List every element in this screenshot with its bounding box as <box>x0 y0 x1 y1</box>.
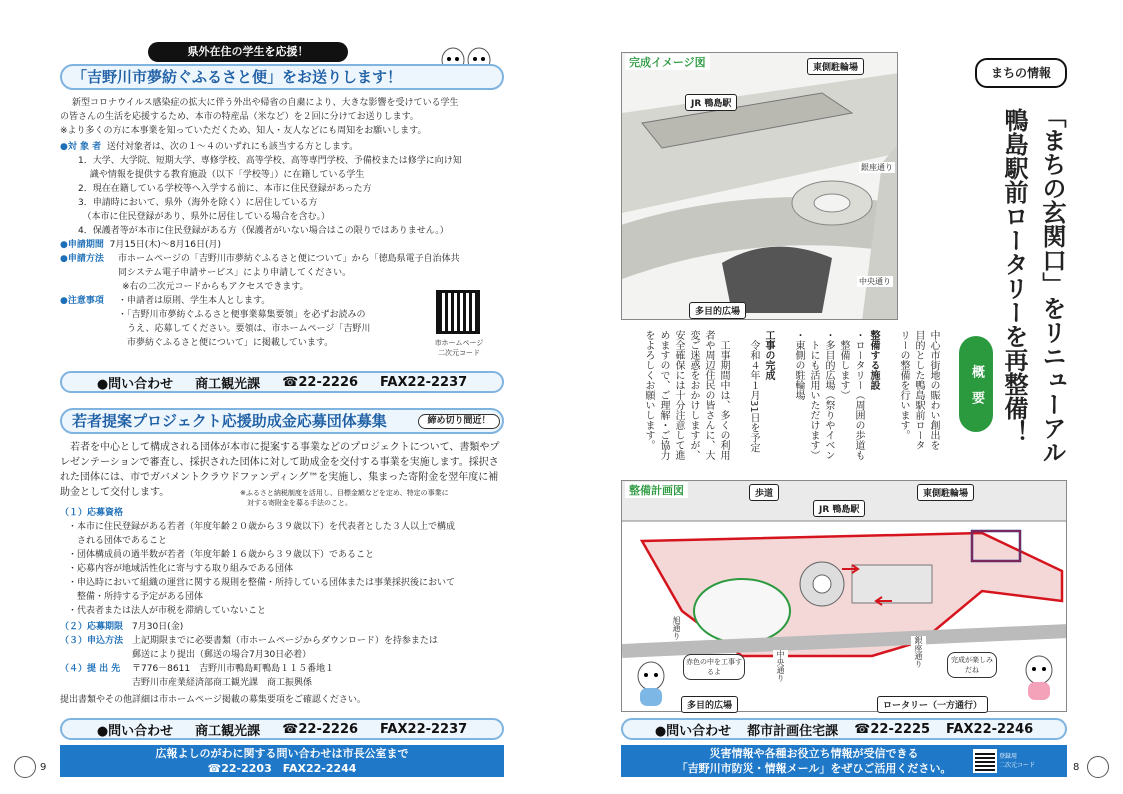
contact-tel[interactable]: ☎22-2226 <box>282 374 359 390</box>
notes-line: ・「吉野川市夢紡ぐふるさと便事業募集要領」を必ずお読みの <box>118 310 366 320</box>
headline-2: 鴨島駅前ロータリーを再整備！ <box>1000 108 1028 444</box>
overview-column: めますので、ご理解・ご協力 <box>658 330 669 460</box>
s4-line: 〒776－8611 吉野川市鴨島町鴨島１１５番地１ <box>132 664 335 674</box>
page-number: 9 <box>40 762 47 773</box>
overview-column: をよろしくお願いします。 <box>643 330 654 450</box>
overview-column: 工事期間中は、多くの利用 <box>718 330 729 460</box>
tag-plan-central: 中央通り <box>773 650 788 682</box>
target-item: （本市に住民登録があり、県外に居住している場合を含む。） <box>78 212 331 222</box>
title-furusato: 「吉野川市夢紡ぐふるさと便」をお送りします！ <box>60 64 504 90</box>
footer-line: 広報よしのがわに関する問い合わせは市長公室まで <box>155 747 409 760</box>
tag-plaza: 多目的広場 <box>689 302 746 319</box>
period-text: 7月15日(木)～8月16日(月) <box>109 240 221 250</box>
method-label: ●申請方法 <box>60 254 104 264</box>
target-item: 1．大学、大学院、短期大学、専修学校、高等学校、高等専門学校、予備校または修学に向け知 <box>78 156 462 166</box>
footnote: 対する寄附金を募る手法のこと。 <box>240 499 352 507</box>
s1-item: 整備・所持する予定がある団体 <box>68 592 204 602</box>
contact-bar-2 <box>60 718 504 740</box>
youth-body: れた団体には、市でガバメントクラウドファンディング™を実施し、集まった寄附金を翌年度に補 <box>60 472 499 483</box>
s1-item: ・応募内容が地域活性化に寄与する取り組みである団体 <box>68 564 294 574</box>
youth-body: 若者を中心として構成される団体が本市に提案する事業などのプロジェクトについて、書類やプ <box>70 442 500 453</box>
tag-asahi: 旭通り <box>669 616 684 640</box>
s1-item: ・本市に住民登録がある若者（年度年齢２０歳から３９歳以下）を代表者とした３人以上で構成 <box>68 522 456 532</box>
deadline-badge: 締め切り間近！ <box>418 414 500 429</box>
footer-line: ☎22-2203 FAX22-2244 <box>207 762 357 775</box>
headline: 「まちの玄関口」をリニューアル <box>1038 104 1066 464</box>
contact-tel[interactable]: ☎22-2226 <box>282 721 359 737</box>
overview-column: ・ロータリー（周囲の歩道も <box>853 330 864 460</box>
overview-column: 安全確保には十分注意して進 <box>673 330 684 460</box>
overview-column: トにも活用いただけます） <box>808 330 819 460</box>
overview-column: ・多目的広場（祭りやイベン <box>823 330 834 460</box>
s1-item: ・申込時において組織の運営に関する規則を整備・所持している団体または事業採択後において <box>68 578 456 588</box>
s1-item: ・代表者または法人が市税を滞納していないこと <box>68 606 267 616</box>
tag-plan-plaza: 多目的広場 <box>681 696 738 713</box>
tag-plan-east: 東側駐輪場 <box>917 484 974 501</box>
overview-column: リーの整備を行います。 <box>898 330 909 440</box>
banner-students: 県外在住の学生を応援！ <box>148 42 348 62</box>
plan-label: 整備計画図 <box>625 482 688 498</box>
tag-ginza: 銀座通り <box>861 163 893 172</box>
s3-label: （３）申込方法 <box>60 636 124 646</box>
footer-line: 「吉野川市防災・情報メール」をぜひご活用ください。 <box>676 762 952 775</box>
overview-badge: 概 要 <box>959 336 993 432</box>
period-label: ●申請期間 <box>60 240 104 250</box>
footer-qr-code[interactable] <box>973 749 997 773</box>
youth-body: レゼンテーションで審査し、採択された団体に対して助成金を交付する事業を実施します。採択さ <box>60 457 499 468</box>
target-item: 識や情報を提供する教育施設（以下「学校等」）に在籍している学生 <box>78 170 365 180</box>
overview-column: 変ご迷惑をおかけしますが、 <box>688 330 699 460</box>
notes-line: ・申請者は原則、学生本人とします。 <box>118 296 271 306</box>
tag-jr-station: JR 鴨島駅 <box>685 94 737 111</box>
footer-qr-caption: 登録用 <box>999 753 1018 760</box>
contact-fax: FAX22-2237 <box>380 374 468 390</box>
target-text: 送付対象者は、次の１～４のいずれにも該当する方とします。 <box>106 142 359 152</box>
contact-bar-1 <box>60 371 504 393</box>
overview-column: ・東側の駐輪場 <box>793 330 804 400</box>
qr-caption: 市ホームページ <box>434 339 484 347</box>
qr-caption: 二次元コード <box>438 349 480 357</box>
overview-column: 工事の完成 <box>763 330 774 380</box>
contact-dept: 商工観光課 <box>195 723 261 739</box>
overview-column: 者や周辺住民の皆さんに、大 <box>703 330 714 460</box>
s1-item: ・団体構成員の過半数が若者（年度年齢１６歳から３９歳以下）であること <box>68 550 375 560</box>
s4-line: 吉野川市産業経済部商工観光課 商工振興係 <box>132 678 313 688</box>
overview-column: 令和４年１月31日を予定 <box>748 330 759 453</box>
contact-fax: FAX22-2237 <box>380 721 468 737</box>
tag-plan-jr: JR 鴨島駅 <box>813 500 865 517</box>
youth-body: 助金として交付します。 <box>60 487 170 498</box>
mascot-icon <box>1087 756 1109 778</box>
s2-text: 7月30日(金) <box>132 622 184 632</box>
tag-east-parking: 東側駐輪場 <box>807 58 864 75</box>
title-youth: 若者提案プロジェクト応援助成金応募団体募集 <box>60 408 504 434</box>
contact-dept: 都市計画住宅課 <box>747 723 839 739</box>
contact-dept: 商工観光課 <box>195 376 261 392</box>
method-line: ※右の二次元コードからもアクセスできます。 <box>122 282 309 292</box>
intro-line: 新型コロナウイルス感染症の拡大に伴う外出や帰省の自粛により、大きな影響を受けている学生 <box>72 98 459 108</box>
qr-code[interactable] <box>436 290 480 334</box>
speech-bubble-2: 完成が楽しみだね <box>947 652 997 678</box>
s4-label: （４）提 出 先 <box>60 664 121 674</box>
method-line: 同システム電子申請サービス」により申請してください。 <box>118 268 352 278</box>
footnote: ※ふるさと納税制度を活用し、目標金額などを定め、特定の事業に <box>240 489 449 497</box>
tag-plan-ginza: 銀座通り <box>911 636 926 668</box>
contact-fax: FAX22-2246 <box>946 721 1034 737</box>
s3-line: 上記期限までに必要書類（市ホームページからダウンロード）を持参または <box>132 636 438 646</box>
notes-line: うえ、応募してください。要領は、市ホームページ「吉野川 <box>118 324 371 334</box>
right-page <box>561 0 1123 794</box>
overview-column: 整備します） <box>838 330 849 400</box>
overview-column: 目的とした鴨島駅前ロータ <box>913 330 924 450</box>
left-page <box>0 0 561 794</box>
tag-central: 中央通り <box>859 277 891 286</box>
mascot-icon <box>14 756 36 778</box>
target-item: 4．保護者等が本市に住民登録がある方（保護者がいない場合はこの限りではありません。） <box>78 226 449 236</box>
intro-line: の皆さんの生活を応援するため、本市の特産品（米など）を２回に分けてお送りします。 <box>60 112 419 122</box>
target-item: 2．現在在籍している学校等へ入学する前に、本市に住民登録があった方 <box>78 184 372 194</box>
section-badge: まちの情報 <box>975 58 1067 88</box>
s2-label: （２）応募期限 <box>60 622 124 632</box>
contact-bar-right <box>621 718 1067 740</box>
footer-qr-caption: 二次元コード <box>999 762 1036 769</box>
closing-note: 提出書類やその他詳細は市ホームページ掲載の募集要項をご確認ください。 <box>60 695 366 705</box>
tag-rotary: ロータリー（一方通行） <box>877 696 988 713</box>
notes-label: ●注意事項 <box>60 296 104 306</box>
s3-line: 郵送により提出（郵送の場合7月30日必着） <box>132 650 312 660</box>
overview-column: 整備する施設 <box>868 330 879 390</box>
contact-label: ●問い合わせ <box>96 376 174 392</box>
tag-sidewalk: 歩道 <box>749 484 779 501</box>
contact-tel[interactable]: ☎22-2225 <box>854 721 931 737</box>
method-line: 市ホームページの「吉野川市夢紡ぐふるさと便について」から「徳島県電子自治体共 <box>118 254 460 264</box>
mascot-pink <box>1019 652 1059 702</box>
page-number: 8 <box>1073 762 1080 773</box>
speech-bubble-1: 赤色の中を工事するよ <box>683 654 745 680</box>
mascot-blue <box>631 658 671 708</box>
s1-item: される団体であること <box>68 536 168 546</box>
target-label: ●対 象 者 <box>60 142 102 152</box>
s1-label: （１）応募資格 <box>60 508 124 518</box>
left-footer <box>60 745 504 777</box>
completion-image-label: 完成イメージ図 <box>625 54 710 70</box>
notes-line: 市夢紡ぐふるさと便について」に掲載しています。 <box>118 338 334 348</box>
target-item: 3．申請時において、県外（海外を除く）に居住している方 <box>78 198 318 208</box>
contact-label: ●問い合わせ <box>654 723 732 739</box>
intro-line: ※より多くの方に本事業を知っていただくため、知人・友人などにも周知をお願いします。 <box>60 126 427 136</box>
footer-line: 災害情報や各種お役立ち情報が受信できる <box>709 747 919 760</box>
overview-column: 中心市街地の賑わい創出を <box>928 330 939 450</box>
contact-label: ●問い合わせ <box>96 723 174 739</box>
